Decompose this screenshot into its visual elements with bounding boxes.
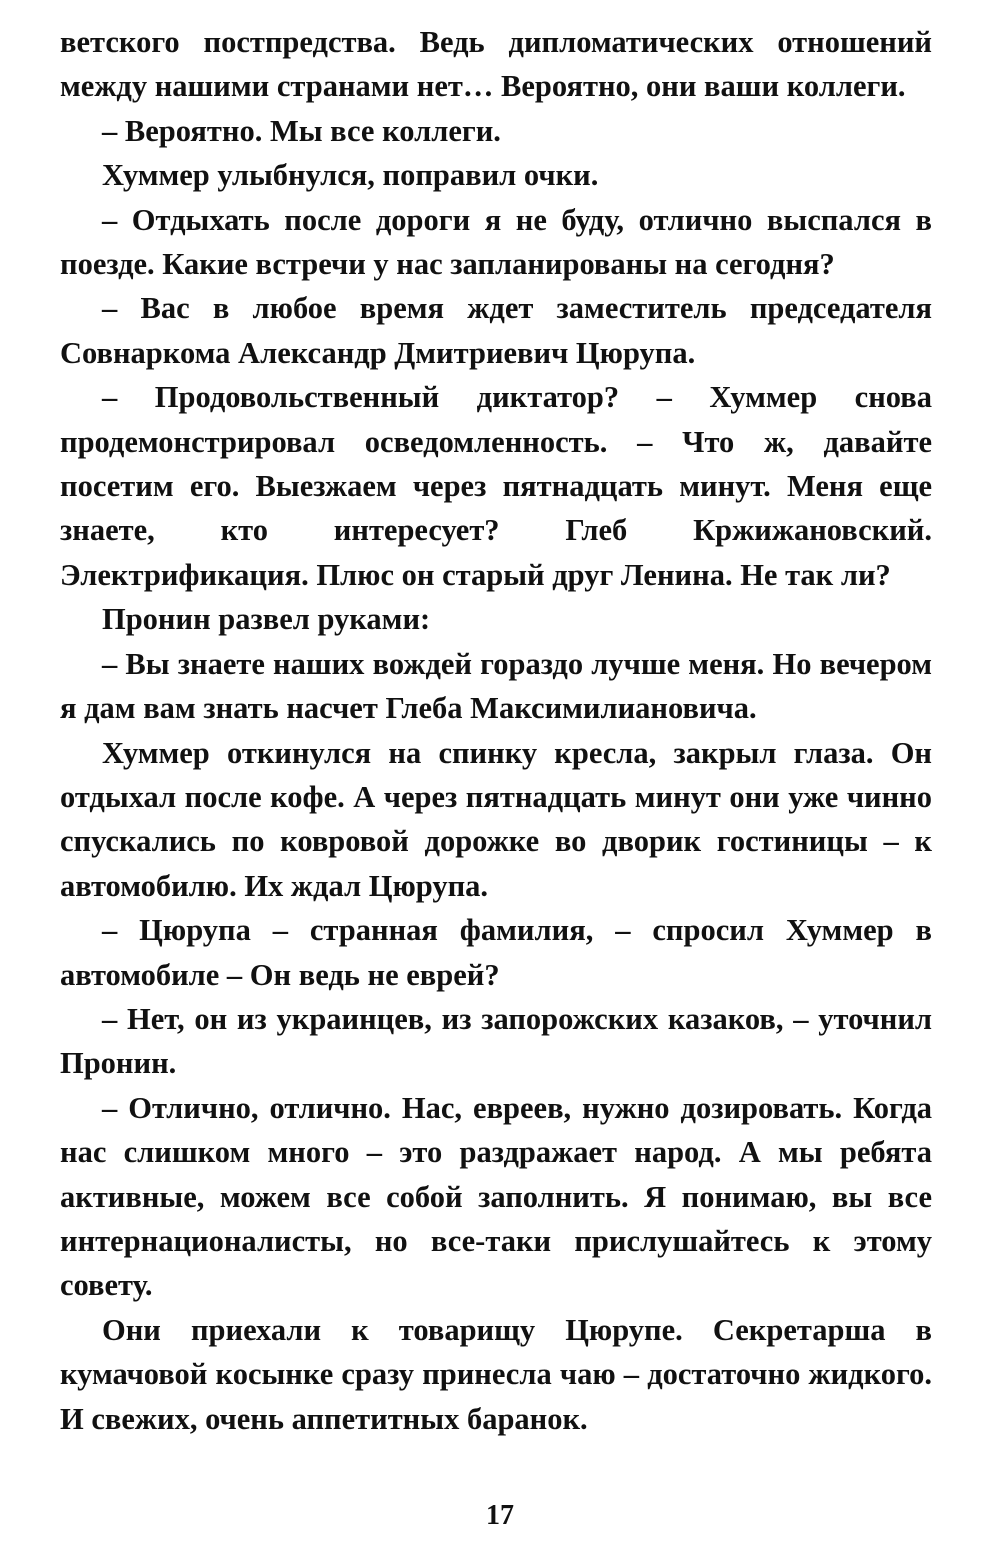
- paragraph: Хуммер улыбнулся, поправил очки.: [102, 158, 599, 193]
- page-number: 17: [486, 1500, 514, 1531]
- paragraph: – Отдыхать после дороги я не буду, отлично выспался в поезде. Какие встречи у нас запланированы на сегодня?: [60, 202, 932, 282]
- paragraph: Пронин развел руками:: [102, 602, 431, 637]
- paragraph: – Цюрупа – странная фамилия, – спросил Хуммер в автомобиле – Он ведь не еврей?: [60, 913, 932, 992]
- paragraph: – Нет, он из украинцев, из запорожских казаков, – уточнил Пронин.: [60, 1001, 932, 1081]
- paragraph: – Отлично, отлично. Нас, евреев, нужно дозировать. Когда нас слишком много – это раздражает народ. А мы ребята активные, можем все собой заполнить. Я понимаю, вы все интернационалисты, но все-таки прислушайтесь к этому совету.: [60, 1090, 932, 1303]
- paragraph: – Вас в любое время ждет заместитель председателя Совнаркома Александр Дмитриевич Цюрупа.: [60, 291, 932, 370]
- paragraph: – Вероятно. Мы все коллеги.: [102, 113, 501, 148]
- paragraph: – Вы знаете наших вождей гораздо лучше меня. Но вечером я дам вам знать насчет Глеба Максимилиановича.: [60, 646, 932, 726]
- paragraph: Они приехали к товарищу Цюрупе. Секретарша в кумачовой косынке сразу принесла чаю – достаточно жидкого. И свежих, очень аппетитных баранок.: [60, 1312, 932, 1436]
- paragraph: Хуммер откинулся на спинку кресла, закрыл глаза. Он отдыхал после кофе. А через пятнадцать минут они уже чинно спускались по ковровой дорожке во дворик гостиницы – к автомобилю. Их ждал Цюрупа.: [60, 735, 932, 903]
- paragraph: – Продовольственный диктатор? – Хуммер снова продемонстрировал осведомленность. – Что ж, давайте посетим его. Выезжаем через пятнадцать минут. Меня еще знаете, кто интересует? Глеб Кржижановский. Электрификация. Плюс он старый друг Ленина. Не так ли?: [60, 380, 932, 592]
- paragraph: ветского постпредства. Ведь дипломатических отношений между нашими странами нет… Вероятно, они ваши коллеги.: [60, 25, 932, 104]
- page-body: [60, 20, 932, 1441]
